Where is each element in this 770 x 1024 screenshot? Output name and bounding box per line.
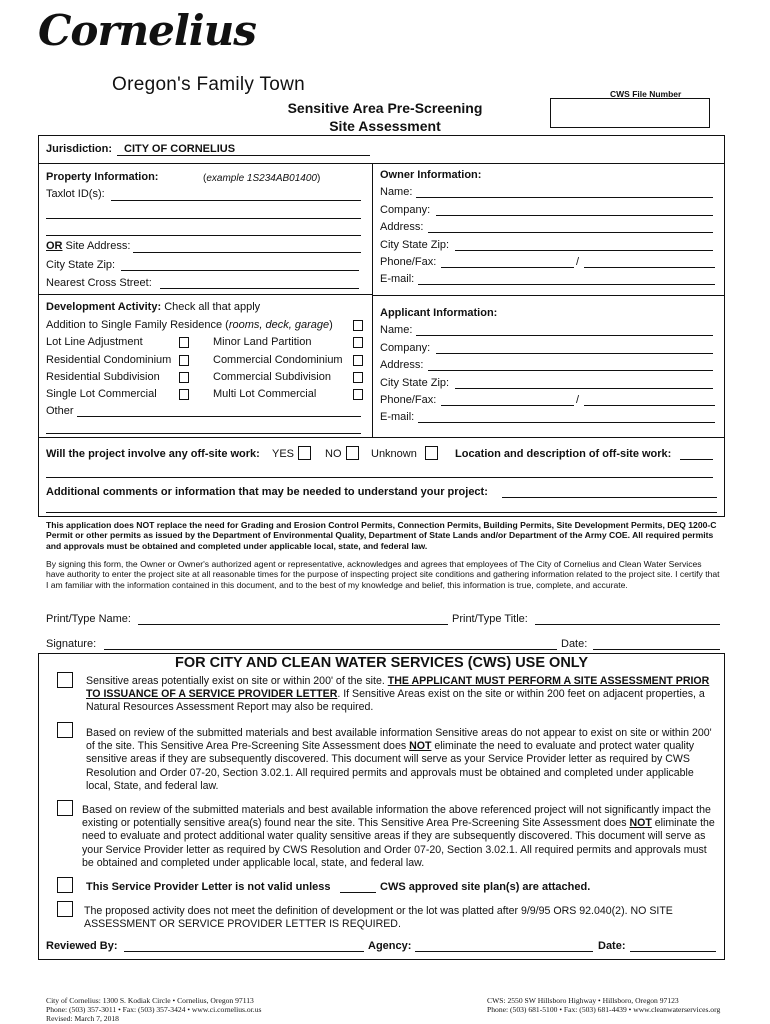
print-name-label: Print/Type Name:	[46, 613, 131, 625]
jurisdiction-field[interactable]	[117, 155, 370, 156]
cws-option5-checkbox[interactable]	[57, 901, 73, 917]
applicant-email-label: E-mail:	[380, 411, 415, 423]
review-date-label: Date:	[598, 940, 626, 952]
cws-option1-text: Sensitive areas potentially exist on site or within 200' of the site. THE APPLICANT MUST PERFORM A SITE ASSESSMENT PRIOR TO ISSUANCE OF A SERVICE PROVIDER LETTER. If Sensitive Areas exist on the site or within 200 feet on adjacent properties, a Natural Resources Assessment Report may also be required.	[86, 675, 710, 714]
owner-city-state-zip-field[interactable]	[455, 250, 713, 251]
applicant-phone-field[interactable]	[441, 405, 574, 406]
com-condo-checkbox[interactable]	[353, 355, 363, 366]
other-label: Other	[46, 405, 74, 417]
owner-heading: Owner Information:	[380, 169, 482, 181]
owner-city-state-zip-label: City State Zip:	[380, 239, 450, 251]
signature-field[interactable]	[104, 649, 557, 650]
applicant-name-field[interactable]	[416, 335, 713, 336]
other-field-2[interactable]	[46, 433, 361, 434]
owner-email-field[interactable]	[418, 284, 715, 285]
signature-date-label: Date:	[561, 638, 588, 650]
divider	[38, 437, 725, 438]
applicant-company-field[interactable]	[436, 353, 713, 354]
form-title-line2: Site Assessment	[329, 118, 441, 134]
applicant-phone-slash: /	[576, 394, 580, 406]
cws-option3-checkbox[interactable]	[57, 800, 73, 816]
applicant-phone-fax-label: Phone/Fax:	[380, 394, 437, 406]
site-address-label: OR Site Address:	[46, 240, 131, 252]
owner-email-label: E-mail:	[380, 273, 415, 285]
cws-option2-text: Based on review of the submitted materials and best available information Sensitive areas do not appear to exist on site or within 200' of the site. This Sensitive Area Pre-Screening Site Assessment does NOT eliminate the need to evaluate and protect water quality sensitive areas if they are subsequently discovered. This document will serve as your Service Provider letter as required by CWS Resolution and Order 07-20, Section 3.02.1. All required permits and approvals must be obtained and completed under applicable local, State, and federal law.	[86, 727, 712, 792]
applicant-email-field[interactable]	[418, 422, 715, 423]
owner-phone-field[interactable]	[441, 267, 574, 268]
applicant-name-label: Name:	[380, 324, 413, 336]
cornelius-logo: Cornelius	[38, 6, 256, 55]
cws-option1-checkbox[interactable]	[57, 672, 73, 688]
lot-line-label: Lot Line Adjustment	[46, 336, 143, 348]
cws-heading: FOR CITY AND CLEAN WATER SERVICES (CWS) USE ONLY	[174, 655, 589, 671]
form-title-line1: Sensitive Area Pre-Screening	[287, 100, 483, 116]
minor-land-label: Minor Land Partition	[213, 336, 312, 348]
cws-file-number-label: CWS File Number	[610, 89, 682, 99]
taxlot-field[interactable]	[111, 200, 361, 201]
print-title-field[interactable]	[535, 624, 720, 625]
signature-date-field[interactable]	[593, 649, 720, 650]
minor-land-checkbox[interactable]	[353, 337, 363, 348]
comments-field-2[interactable]	[46, 512, 717, 513]
owner-name-field[interactable]	[416, 197, 713, 198]
property-city-state-zip-field[interactable]	[121, 270, 359, 271]
offsite-location-field-2[interactable]	[46, 477, 713, 478]
taxlot-label: Taxlot ID(s):	[46, 188, 105, 200]
agency-field[interactable]	[415, 951, 593, 952]
owner-address-label: Address:	[380, 221, 424, 233]
other-field[interactable]	[77, 416, 361, 417]
com-condo-label: Commercial Condominium	[213, 354, 343, 366]
reviewed-by-field[interactable]	[124, 951, 364, 952]
cws-option4-text-b: CWS approved site plan(s) are attached.	[380, 881, 591, 893]
property-heading: Property Information:	[46, 171, 159, 183]
res-condo-label: Residential Condominium	[46, 354, 172, 366]
cws-option4-text-a: This Service Provider Letter is not valid unless	[86, 881, 331, 893]
footer-city-address: City of Cornelius: 1300 S. Kodiak Circle • Cornelius, Oregon 97113	[46, 996, 254, 1005]
applicant-fax-field[interactable]	[584, 405, 715, 406]
divider	[372, 295, 725, 296]
jurisdiction-label: Jurisdiction:	[46, 143, 113, 155]
applicant-address-label: Address:	[380, 359, 424, 371]
addition-label: Addition to Single Family Residence (rooms, deck, garage)	[46, 319, 333, 331]
applicant-city-state-zip-field[interactable]	[455, 388, 713, 389]
reviewed-by-label: Reviewed By:	[46, 940, 118, 952]
print-title-label: Print/Type Title:	[452, 613, 528, 625]
res-condo-checkbox[interactable]	[179, 355, 189, 366]
comments-field[interactable]	[502, 497, 717, 498]
footer-cws-address: CWS: 2550 SW Hillsboro Highway • Hillsboro, Oregon 97123	[487, 996, 679, 1005]
applicant-city-state-zip-label: City State Zip:	[380, 377, 450, 389]
site-address-field[interactable]	[133, 252, 361, 253]
owner-company-label: Company:	[380, 204, 431, 216]
offsite-yes-checkbox[interactable]	[298, 446, 311, 460]
res-sub-label: Residential Subdivision	[46, 371, 160, 383]
single-lot-checkbox[interactable]	[179, 389, 189, 400]
offsite-unknown-label: Unknown	[371, 448, 417, 460]
offsite-location-field[interactable]	[680, 459, 713, 460]
jurisdiction-value: CITY OF CORNELIUS	[124, 143, 236, 155]
res-sub-checkbox[interactable]	[179, 372, 189, 383]
property-city-state-zip-label: City State Zip:	[46, 259, 116, 271]
owner-company-field[interactable]	[436, 215, 713, 216]
owner-fax-field[interactable]	[584, 267, 715, 268]
multi-lot-label: Multi Lot Commercial	[213, 388, 317, 400]
cws-option2-checkbox[interactable]	[57, 722, 73, 738]
owner-phone-slash: /	[576, 256, 580, 268]
footer-cws-contact: Phone: (503) 681-5100 • Fax: (503) 681-4439 • www.cleanwaterservices.org	[487, 1005, 721, 1014]
permit-notice: This application does NOT replace the need for Grading and Erosion Control Permits, Connection Permits, Building Permits, Site Development Permits, DEQ 1200-C Permit or other permits as issued by the Department of Environmental Quality, Department of State Lands and/or Department of the Army COE. All required permits and approvals must be obtained and completed under applicable local, state, and federal law.	[46, 520, 717, 551]
offsite-no-checkbox[interactable]	[346, 446, 359, 460]
lot-line-checkbox[interactable]	[179, 337, 189, 348]
owner-address-field[interactable]	[428, 232, 713, 233]
cws-site-plan-count-field[interactable]	[340, 892, 376, 893]
print-name-field[interactable]	[138, 624, 448, 625]
offsite-location-label: Location and description of off-site work:	[455, 448, 672, 460]
cross-street-field[interactable]	[160, 288, 359, 289]
offsite-yes-label: YES	[272, 448, 295, 460]
cws-option5-text: The proposed activity does not meet the definition of development or the lot was platted after 9/9/95 ORS 92.040(2). NO SITE ASSESSMENT OR SERVICE PROVIDER LETTER IS REQUIRED.	[84, 905, 673, 931]
offsite-question: Will the project involve any off-site work:	[46, 448, 260, 460]
single-lot-label: Single Lot Commercial	[46, 388, 157, 400]
divider	[38, 163, 725, 164]
addition-checkbox[interactable]	[353, 320, 363, 331]
cross-street-label: Nearest Cross Street:	[46, 277, 152, 289]
column-divider	[372, 163, 373, 437]
consent-statement: By signing this form, the Owner or Owner's authorized agent or representative, acknowledges and agrees that employees of The City of Cornelius and Clean Water Services have authority to enter the project site at all reasonable times for the purpose of inspecting project site conditions and gathering information related to the project site. I certify that I am familiar with the information contained in this document, and to the best of my knowledge and belief, this information is true, complete, and accurate.	[46, 559, 720, 590]
cws-option3-text: Based on review of the submitted materials and best available information the above referenced project will not significantly impact the existing or potentially sensitive area(s) found near the site. This Sensitive Area Pre-Screening Site Assessment does NOT eliminate the need to evaluate and protect additional water quality sensitive areas if they are subsequently discovered. This document will serve as your Service Provider letter as required by CWS Resolution and Order 07-20, Section 3.02.1. All required permits and approvals must be obtained and completed under applicable local, state, and federal law.	[82, 804, 715, 869]
multi-lot-checkbox[interactable]	[353, 389, 363, 400]
applicant-address-field[interactable]	[428, 370, 713, 371]
com-sub-label: Commercial Subdivision	[213, 371, 331, 383]
applicant-heading: Applicant Information:	[380, 307, 498, 319]
cws-option4-checkbox[interactable]	[57, 877, 73, 893]
owner-name-label: Name:	[380, 186, 413, 198]
owner-phone-fax-label: Phone/Fax:	[380, 256, 437, 268]
signature-label: Signature:	[46, 638, 97, 650]
development-heading: Development Activity: Check all that apply	[46, 301, 261, 313]
com-sub-checkbox[interactable]	[353, 372, 363, 383]
taxlot-field-2[interactable]	[46, 218, 361, 219]
divider	[38, 294, 372, 295]
offsite-no-label: NO	[325, 448, 342, 460]
logo-tagline: Oregon's Family Town	[112, 74, 306, 95]
comments-label: Additional comments or information that may be needed to understand your project:	[46, 486, 488, 498]
review-date-field[interactable]	[630, 951, 716, 952]
footer-city-contact: Phone: (503) 357-3011 • Fax: (503) 357-3424 • www.ci.cornelius.or.us	[46, 1005, 262, 1014]
property-example: (example 1S234AB01400)	[203, 173, 321, 184]
applicant-company-label: Company:	[380, 342, 431, 354]
offsite-unknown-checkbox[interactable]	[425, 446, 438, 460]
taxlot-field-3[interactable]	[46, 235, 361, 236]
footer-revised: Revised: March 7, 2018	[46, 1014, 119, 1023]
agency-label: Agency:	[368, 940, 412, 952]
